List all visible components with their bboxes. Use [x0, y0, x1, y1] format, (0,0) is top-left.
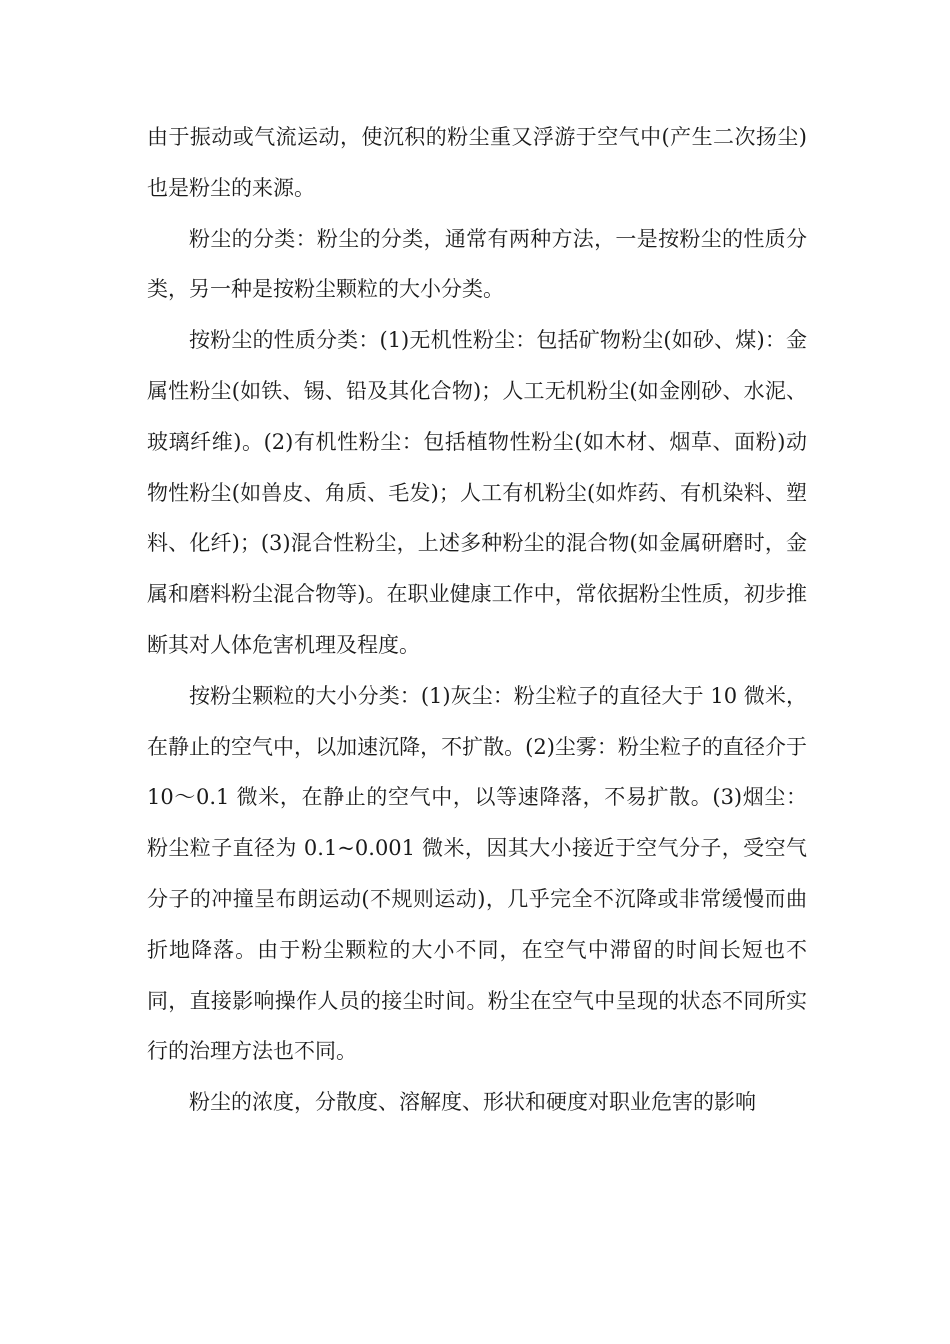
paragraph-dust-classification: 粉尘的分类：粉尘的分类，通常有两种方法，一是按粉尘的性质分类，另一种是按粉尘颗粒的大小分类。 — [147, 226, 807, 302]
paragraph-classification-by-nature: 按粉尘的性质分类：(1)无机性粉尘：包括矿物粉尘(如砂、煤)：金属性粉尘(如铁、锡、铅及其化合物)；人工无机粉尘(如金刚砂、水泥、玻璃纤维)。(2)有机性粉尘：包括植物性粉尘(如木材、烟草、面粉)动物性粉尘(如兽皮、角质、毛发)；人工有机粉尘(如炸药、有机染料、塑料、化纤)；(3)混合性粉尘，上述多种粉尘的混合物(如金属研磨时，金属和磨料粉尘混合物等)。在职业健康工作中，常依据粉尘性质，初步推断其对人体危害机理及程度。 — [147, 328, 807, 657]
paragraph-concentration-effects: 粉尘的浓度，分散度、溶解度、形状和硬度对职业危害的影响 — [189, 1090, 756, 1115]
paragraph-secondary-dust-source: 由于振动或气流运动，使沉积的粉尘重又浮游于空气中(产生二次扬尘)也是粉尘的来源。 — [147, 125, 807, 200]
paragraph-classification-by-size: 按粉尘颗粒的大小分类：(1)灰尘：粉尘粒子的直径大于 10 微米，在静止的空气中，以加速沉降，不扩散。(2)尘雾：粉尘粒子的直径介于 10～0.1 微米，在静止的空气中，以等速降落，不易扩散。(3)烟尘：粉尘粒子直径为 0.1~0.001 微米，因其大小接近于空气分子，受空气分子的冲撞呈布朗运动(不规则运动)，几乎完全不沉降或非常缓慢而曲折地降落。由于粉尘颗粒的大小不同，在空气中滞留的时间长短也不同，直接影响操作人员的接尘时间。粉尘在空气中呈现的状态不同所实行的治理方法也不同。 — [147, 683, 807, 1064]
document-body — [147, 112, 807, 1128]
